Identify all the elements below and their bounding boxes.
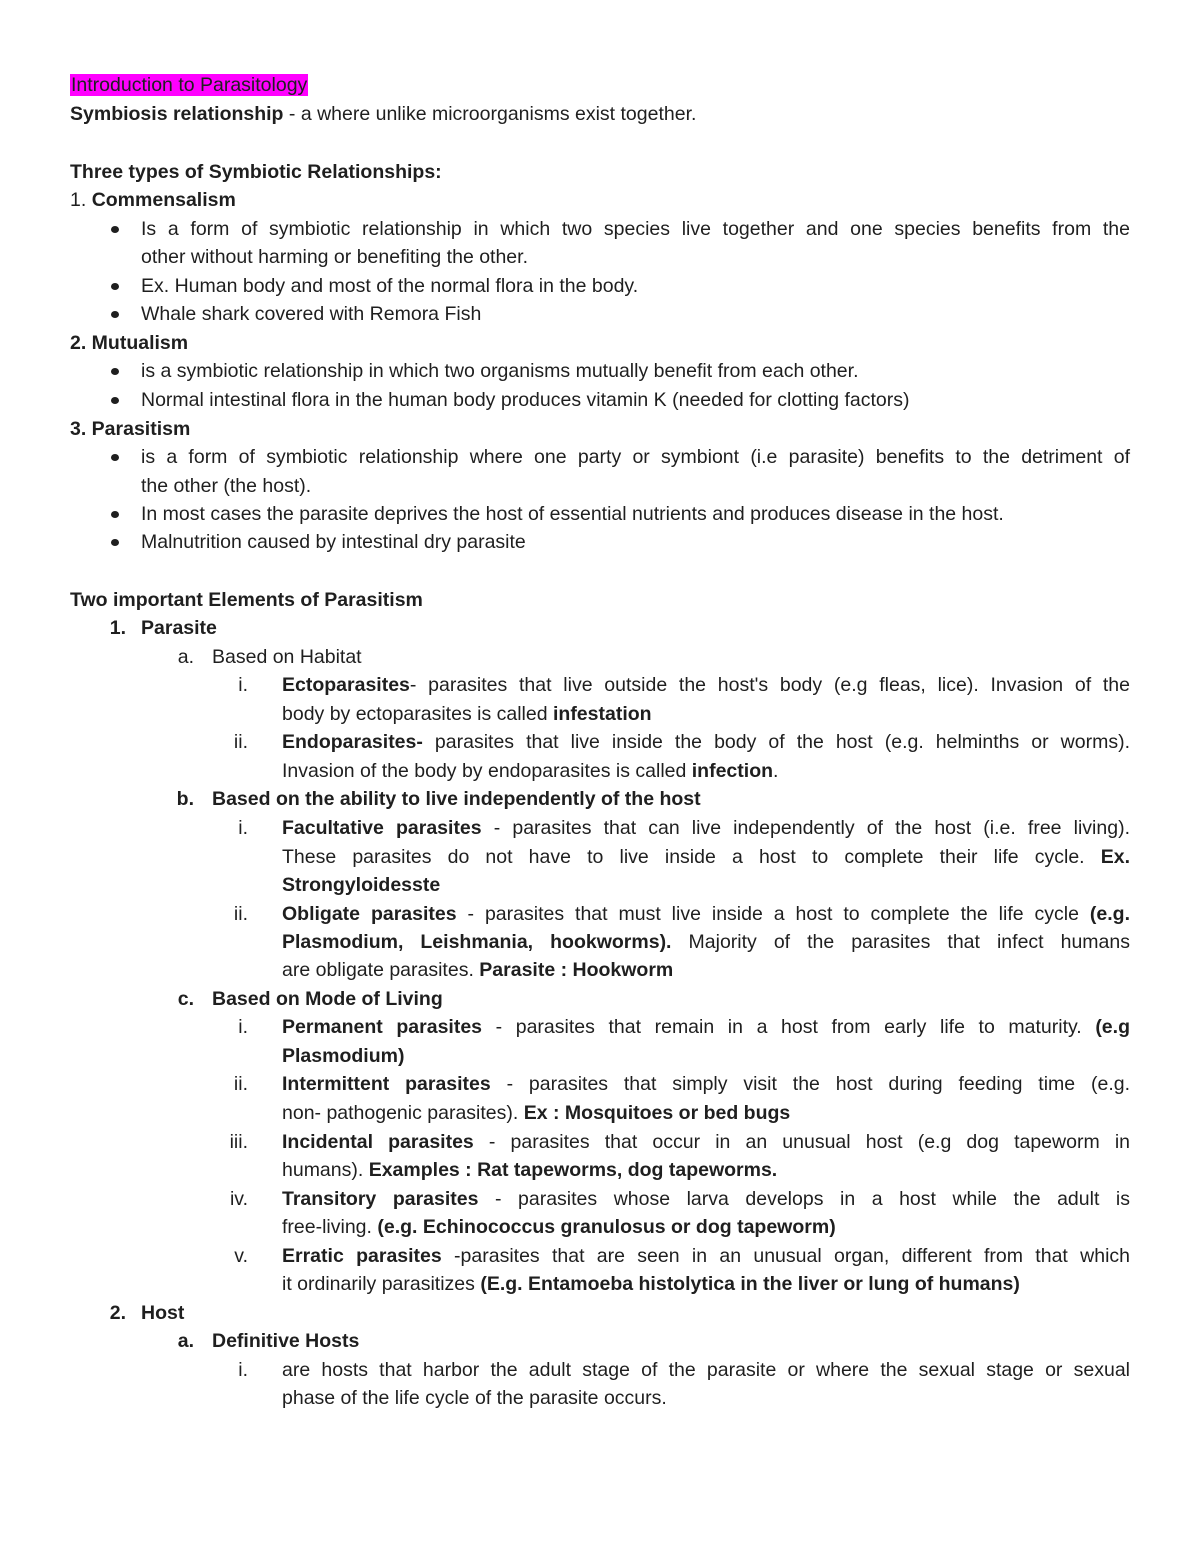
endoparasites-line-1: [282, 728, 1130, 756]
ectoparasites-term: Ectoparasites: [282, 674, 410, 696]
intermittent-text-2: non- pathogenic parasites).: [282, 1102, 524, 1124]
list-marker: iii.: [229, 1131, 248, 1153]
bullet-icon: [111, 511, 119, 518]
erratic-eg: (E.g. Entamoeba histolytica in the liver or lung of humans): [480, 1273, 1020, 1295]
page-title: Introduction to Parasitology: [71, 74, 308, 96]
incidental-term: Incidental parasites: [282, 1131, 474, 1153]
types-heading: Three types of Symbiotic Relationships:: [70, 161, 442, 183]
obligate-line-2: [282, 928, 1130, 956]
transitory-line-2: [282, 1213, 1130, 1241]
list-marker: i.: [238, 1359, 248, 1381]
bullet-icon: [111, 397, 119, 404]
list-marker: 2.: [109, 1302, 126, 1324]
habitat-heading: Based on Habitat: [212, 646, 362, 668]
symbiosis-term: Symbiosis relationship: [70, 103, 284, 125]
list-marker: a.: [177, 646, 194, 668]
mutualism-bullet-1: is a symbiotic relationship in which two organisms mutually benefit from each other.: [141, 360, 859, 382]
list-marker: ii.: [233, 903, 248, 925]
transitory-line-1: [282, 1185, 1130, 1213]
ectoparasites-text: - parasites that live outside the host's body (e.g fleas, lice). Invasion of the: [409, 674, 1130, 696]
erratic-term: Erratic parasites: [282, 1245, 442, 1267]
bullet-icon: [111, 226, 119, 233]
independence-heading: Based on the ability to live independently of the host: [212, 788, 701, 810]
infestation-term: infestation: [552, 703, 652, 725]
parasitism-bullet-3: Malnutrition caused by intestinal dry parasite: [141, 531, 526, 553]
erratic-text-2: it ordinarily parasitizes: [282, 1273, 481, 1295]
incidental-examples: Examples : Rat tapeworms, dog tapeworms.: [368, 1159, 778, 1181]
bullet-icon: [111, 368, 119, 375]
bullet-icon: [111, 283, 119, 290]
bullet-icon: [111, 311, 119, 318]
list-marker: iv.: [229, 1188, 248, 1210]
endoparasites-text-2: Invasion of the body by endoparasites is called: [282, 760, 692, 782]
obligate-examples: Plasmodium, Leishmania, hookworms).: [282, 931, 672, 953]
list-marker: i.: [238, 674, 248, 696]
obligate-text: - parasites that must live inside a host to complete the life cycle: [456, 903, 1090, 925]
parasitism-bullet-1b: the other (the host).: [141, 475, 312, 497]
title-line: [70, 71, 1130, 99]
list-marker: v.: [234, 1245, 248, 1267]
list-marker: i.: [238, 1016, 248, 1038]
symbiosis-definition: [70, 100, 1130, 128]
facultative-line-3: Strongyloidesste: [282, 874, 441, 896]
commensalism-bullet-1a: Is a form of symbiotic relationship in which two species live together and one species benefits from the: [141, 218, 1130, 240]
endoparasites-text: parasites that live inside the body of the host (e.g. helminths or worms).: [422, 731, 1130, 753]
transitory-text: - parasites whose larva develops in a host while the adult is: [478, 1188, 1130, 1210]
incidental-text: - parasites that occur in an unusual host (e.g dog tapeworm in: [473, 1131, 1130, 1153]
list-marker: ii.: [233, 731, 248, 753]
incidental-line-2: [282, 1156, 1130, 1184]
obligate-line-3: [282, 956, 1130, 984]
commensalism-bullet-2: Ex. Human body and most of the normal flora in the body.: [141, 275, 639, 297]
parasitism-heading: 3. Parasitism: [70, 418, 191, 440]
definitive-hosts-heading: Definitive Hosts: [212, 1330, 360, 1352]
commensalism-name: Commensalism: [91, 189, 236, 211]
intermittent-text: - parasites that simply visit the host during feeding time (e.g.: [490, 1073, 1130, 1095]
incidental-line-1: [282, 1128, 1130, 1156]
infection-term: infection: [691, 760, 774, 782]
intermittent-ex: Ex : Mosquitoes or bed bugs: [523, 1102, 791, 1124]
host-heading: Host: [141, 1302, 185, 1324]
ectoparasites-text-2: body by ectoparasites is called: [282, 703, 553, 725]
parasite-heading: Parasite: [141, 617, 217, 639]
facultative-line-1: [282, 814, 1130, 842]
obligate-line-1: [282, 900, 1130, 928]
permanent-line-1: [282, 1013, 1130, 1041]
symbiosis-def-text: - a where unlike microorganisms exist together.: [283, 103, 697, 125]
bullet-icon: [111, 539, 119, 546]
list-marker: b.: [176, 788, 194, 810]
obligate-text-2: Majority of the parasites that infect humans: [671, 931, 1130, 953]
commensalism-num: 1.: [70, 189, 92, 211]
mutualism-bullet-2: Normal intestinal flora in the human body produces vitamin K (needed for clotting factors): [141, 389, 910, 411]
erratic-line-2: [282, 1270, 1130, 1298]
transitory-text-2: free-living.: [282, 1216, 378, 1238]
list-marker: i.: [238, 817, 248, 839]
transitory-eg: (e.g. Echinococcus granulosus or dog tapeworm): [377, 1216, 836, 1238]
parasitism-bullet-1a: is a form of symbiotic relationship where one party or symbiont (i.e parasite) benefits to the detriment of: [141, 446, 1130, 468]
elements-heading: Two important Elements of Parasitism: [70, 589, 423, 611]
erratic-line-1: [282, 1242, 1130, 1270]
endoparasites-period: .: [773, 760, 779, 782]
permanent-eg: (e.g: [1095, 1016, 1130, 1038]
permanent-term: Permanent parasites: [282, 1016, 483, 1038]
obligate-hookworm: Parasite : Hookworm: [479, 959, 674, 981]
facultative-text-2: These parasites do not have to live inside a host to complete their life cycle.: [282, 846, 1085, 868]
ectoparasites-line-1: [282, 671, 1130, 699]
mode-of-living-heading: Based on Mode of Living: [212, 988, 443, 1010]
commensalism-bullet-3: Whale shark covered with Remora Fish: [141, 303, 482, 325]
bullet-icon: [111, 454, 119, 461]
list-marker: a.: [177, 1330, 194, 1352]
obligate-text-3: are obligate parasites.: [282, 959, 480, 981]
definitive-line-1: are hosts that harbor the adult stage of the parasite or where the sexual stage or sexual: [282, 1359, 1130, 1381]
ectoparasites-line-2: [282, 700, 1130, 728]
erratic-text: -parasites that are seen in an unusual organ, different from that which: [441, 1245, 1130, 1267]
facultative-term: Facultative parasites: [282, 817, 482, 839]
endoparasites-term: Endoparasites-: [282, 731, 423, 753]
permanent-line-2: Plasmodium): [282, 1045, 405, 1067]
transitory-term: Transitory parasites: [282, 1188, 479, 1210]
list-marker: 1.: [109, 617, 126, 639]
commensalism-bullet-1b: other without harming or benefiting the other.: [141, 246, 528, 268]
intermittent-term: Intermittent parasites: [282, 1073, 491, 1095]
permanent-text: - parasites that remain in a host from early life to maturity.: [482, 1016, 1096, 1038]
list-marker: c.: [177, 988, 194, 1010]
commensalism-heading: [70, 186, 1130, 214]
facultative-line-2: [282, 843, 1130, 871]
endoparasites-line-2: [282, 757, 1130, 785]
incidental-text-2: humans).: [282, 1159, 369, 1181]
obligate-term: Obligate parasites: [282, 903, 457, 925]
facultative-text: - parasites that can live independently of the host (i.e. free living).: [481, 817, 1130, 839]
obligate-eg: (e.g.: [1089, 903, 1130, 925]
intermittent-line-1: [282, 1070, 1130, 1098]
facultative-ex: Ex.: [1084, 846, 1130, 868]
list-marker: ii.: [233, 1073, 248, 1095]
mutualism-heading: 2. Mutualism: [70, 332, 189, 354]
definitive-line-2: phase of the life cycle of the parasite occurs.: [282, 1387, 667, 1409]
parasitism-bullet-2: In most cases the parasite deprives the host of essential nutrients and produces disease in the host.: [141, 503, 1004, 525]
intermittent-line-2: [282, 1099, 1130, 1127]
